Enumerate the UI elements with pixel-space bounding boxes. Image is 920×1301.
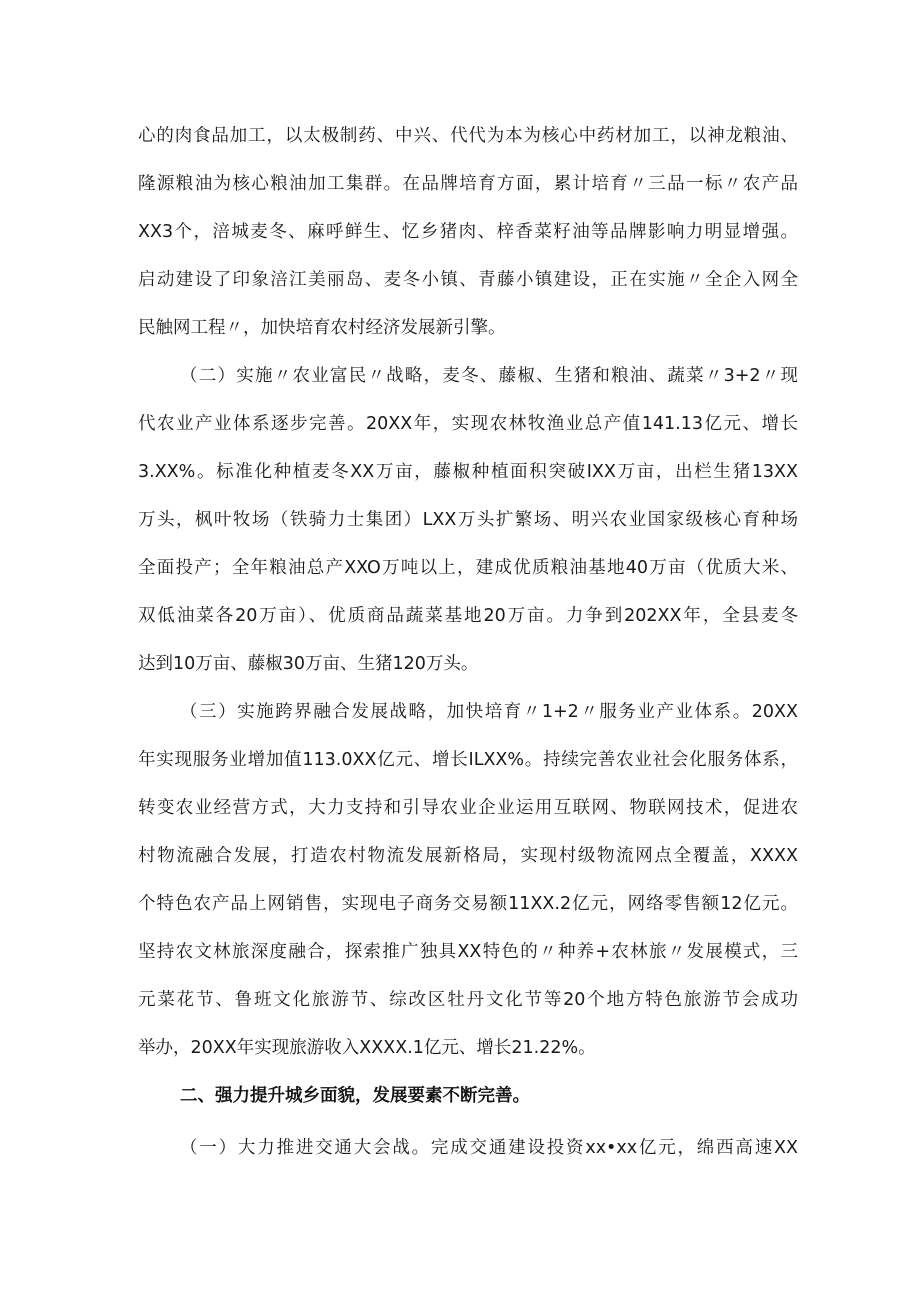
section-heading: 二、强力提升城乡面貌，发展要素不断完善。 (180, 1086, 530, 1106)
paragraph-3-line-4: 村物流融合发展，打造农村物流发展新格局，实现村级物流网点全覆盖，XXXX (138, 846, 798, 866)
paragraph-1-line-3: XX3个，涪城麦冬、麻呼鲜生、忆乡猪肉、梓香菜籽油等品牌影响力明显增强。 (138, 222, 798, 242)
paragraph-2-line-5: 全面投产；全年粮油总产XXO万吨以上，建成优质粮油基地40万亩（优质大米、 (138, 558, 798, 578)
paragraph-2-line-4: 万头，枫叶牧场（铁骑力士集团）LXX万头扩繁场、明兴农业国家级核心育种场 (138, 510, 798, 530)
paragraph-1-line-2: 隆源粮油为核心粮油加工集群。在品牌培育方面，累计培育〃三品一标〃农产品 (138, 174, 798, 194)
paragraph-3-line-5: 个特色农产品上网销售，实现电子商务交易额11XX.2亿元，网络零售额12亿元。 (138, 894, 798, 914)
paragraph-4-line-1: （一）大力推进交通大会战。完成交通建设投资xx•xx亿元，绵西高速XX (180, 1138, 798, 1158)
paragraph-2-line-3: 3.XX%。标准化种植麦冬XX万亩，藤椒种植面积突破IXX万亩，出栏生猪13XX (138, 462, 798, 482)
paragraph-3-line-6: 坚持农文林旅深度融合，探索推广独具XX特色的〃种养+农林旅〃发展模式，三 (138, 942, 798, 962)
paragraph-1-line-1: 心的肉食品加工，以太极制药、中兴、代代为本为核心中药材加工，以神龙粮油、 (138, 126, 798, 146)
paragraph-2-line-7: 达到10万亩、藤椒30万亩、生猪120万头。 (138, 654, 479, 674)
paragraph-2-line-6: 双低油菜各20万亩）、优质商品蔬菜基地20万亩。力争到202XX年，全县麦冬 (138, 606, 798, 626)
paragraph-2-line-2: 代农业产业体系逐步完善。20XX年，实现农林牧渔业总产值141.13亿元、增长 (138, 414, 798, 434)
paragraph-3-line-3: 转变农业经营方式，大力支持和引导农业企业运用互联网、物联网技术，促进农 (138, 798, 798, 818)
paragraph-1-line-5: 民触网工程〃，加快培育农村经济发展新引擎。 (138, 318, 506, 338)
paragraph-3-line-8: 举办，20XX年实现旅游收入XXXX.1亿元、增长21.22%。 (138, 1038, 596, 1058)
paragraph-2-line-1: （二）实施〃农业富民〃战略，麦冬、藤椒、生猪和粮油、蔬菜〃3+2〃现 (180, 366, 798, 386)
paragraph-3-line-2: 年实现服务业增加值113.0XX亿元、增长ILXX%。持续完善农业社会化服务体系， (138, 750, 798, 770)
paragraph-3-line-1: （三）实施跨界融合发展战略，加快培育〃1+2〃服务业产业体系。20XX (180, 702, 798, 722)
paragraph-1-line-4: 启动建设了印象涪江美丽岛、麦冬小镇、青藤小镇建设，正在实施〃全企入网全 (138, 270, 798, 290)
paragraph-3-line-7: 元菜花节、鲁班文化旅游节、综改区牡丹文化节等20个地方特色旅游节会成功 (138, 990, 798, 1010)
